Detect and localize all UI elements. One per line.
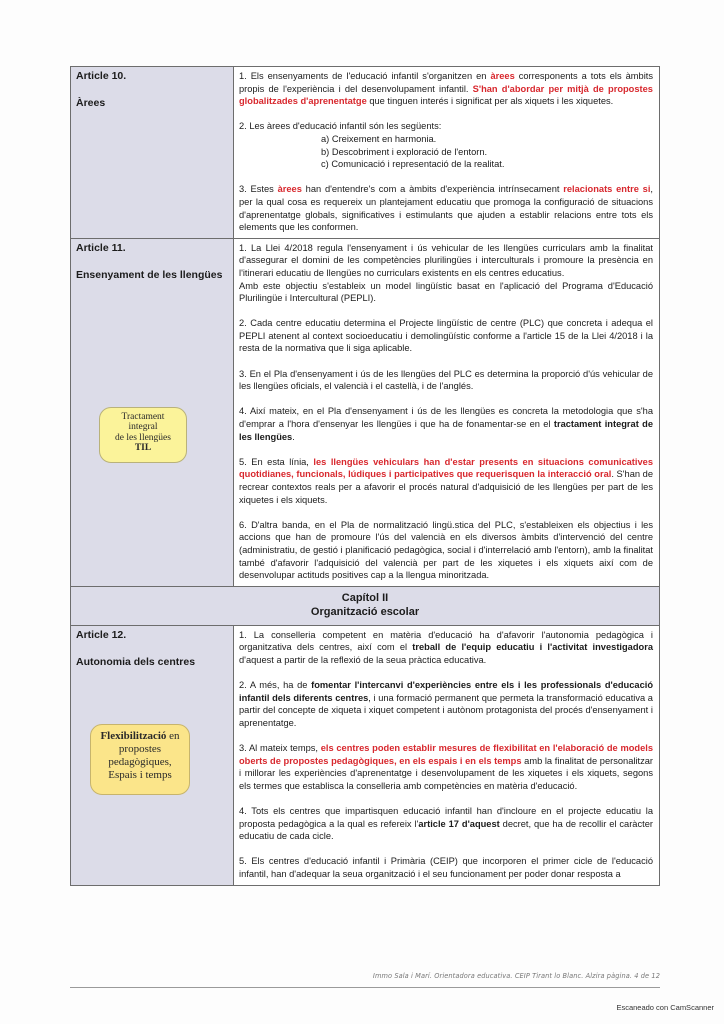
flexibility-callout [90, 724, 190, 795]
paragraph [239, 679, 653, 729]
article-number: Article 11. [76, 241, 126, 254]
callout-text: TIL [134, 443, 152, 454]
chapter-title: Organització escolar [310, 605, 420, 618]
paragraph [239, 742, 653, 792]
paragraph: 6. D'altra banda, en el Pla de normalització lingü.stica del PLC, s'estableixen els objectius i les accions que han de promoure l'ús del valencià en els diversos àmbits d'intervenció del centre (administratiu, de gestió i planificació pedagògica, social i d'interrelació amb l'entorn), amb la finalitat també d'afavorir l'adquisició del valencià per part de les xiquetes i els xiquets així com de desenvolupar actituds positives cap a la llengua minoritzada. [239, 519, 653, 581]
article-title: Ensenyament de les llengües [76, 268, 223, 281]
callout-text: de les llengües [115, 432, 171, 443]
callout-bold-text: Flexibilització [100, 729, 167, 742]
text: 4. Tots els centres que impartisquen educació infantil han d'incloure en el projecte educatiu la proposta pedagògica a la qual es refereix l' [239, 806, 653, 829]
bold-text: article 17 d'aquest [418, 818, 500, 829]
text: han d'entendre's com a àmbits d'experiència intrínsecament [301, 184, 564, 195]
bold-text: fomentar l'intercanvi d'experiències entre els i les professionals d'educació infantil dels diferents centres [239, 680, 654, 703]
text: 5. En esta línia, [239, 456, 314, 467]
chapter-heading [71, 586, 660, 625]
article-12-heading-cell [71, 625, 234, 885]
list-item: b) Descobriment i exploració de l'entorn. [321, 146, 488, 157]
scanner-watermark: Escaneado con CamScanner [616, 1003, 714, 1012]
article-11-row [71, 238, 660, 586]
paragraph: 5. Els centres d'educació infantil i Primària (CEIP) que incorporen el primer cicle de l'educació infantil, han d'adequar la seua organització i el seu funcionament per poder donar resposta a [239, 856, 653, 880]
paragraph [239, 183, 653, 233]
paragraph [239, 805, 653, 843]
text: 3. Estes [239, 184, 278, 195]
article-12-row [71, 625, 660, 885]
paragraph: 2. Les àrees d'educació infantil són les següents: [239, 121, 442, 132]
paragraph [239, 70, 653, 108]
callout-text: en [166, 729, 180, 742]
paragraph: Amb este objectiu s'estableix un model lingüístic basat en l'aplicació del Programa d'Educació Plurilingüe i Intercultural (PEPLI). [239, 280, 653, 304]
article-number: Article 10. [76, 70, 127, 82]
text: 2. A més, ha de [239, 680, 312, 691]
callout-text: Espais i temps [108, 768, 172, 781]
paragraph: 3. En el Pla d'ensenyament i ús de les llengües del PLC es determina la proporció d'ús vehicular de les llengües oficials, el valencià i el castellà, i de l'anglés. [239, 368, 653, 392]
list-item: a) Creixement en harmonia. [321, 133, 437, 144]
article-number: Article 12. [76, 628, 127, 641]
text: amb la finalitat de personalitzar i millorar les experiències d'aprenentatge i desenvolupament de les xiquetes i els xiquets, segons els termes que establisca la conselleria amb competències en matèria d'educació. [239, 755, 654, 791]
article-10-body [234, 67, 660, 239]
paragraph: 2. Cada centre educatiu determina el Projecte lingüístic de centre (PLC) que concreta i adequa el PEPLI atenent al context socioeducatiu i demolingüístic conforme a l'article 15 de la Llei 4/2018 i la resta de la normativa que li siga aplicable. [239, 318, 653, 354]
callout-text: integral [128, 422, 158, 433]
text: , per la qual cosa es requereix un plantejament educatiu que promoga la configuració de situacions d'aprenentatge globals, significatives i estimulants que ajuden a establir relacions entre tots els elements que les conformen. [239, 184, 653, 233]
paragraph [239, 405, 653, 443]
article-title: Autonomia dels centres [76, 655, 196, 668]
article-title: Àrees [76, 97, 106, 109]
articles-table [70, 66, 660, 886]
chapter-row [71, 586, 660, 625]
text: 1. Els ensenyaments de l'educació infantil s'organitzen en [239, 71, 491, 81]
list-item: c) Comunicació i representació de la realitat. [321, 159, 505, 170]
highlight-text: àrees [490, 71, 515, 81]
callout-text: propostes [118, 742, 162, 755]
areas-list [239, 133, 653, 171]
text: , i una formació permanent que permeta la transformació educativa a partir del concepte de xiqueta i xiquet competent i autònom protagonista del procés d'ensenyament i aprenentatge. [239, 692, 653, 728]
paragraph [239, 629, 653, 667]
highlight-text: relacionats entre si [563, 184, 651, 195]
text: corresponents a tots els àmbits propis de l'experiència i del desenvolupament infantil. [239, 71, 653, 94]
paragraph: 1. La Llei 4/2018 regula l'ensenyament i ús vehicular de les llengües curriculars amb la finalitat d'assegurar el domini de les competències plurilingües i interculturals i promoure la presència en l'itinerari educatiu de llengües no curriculars existents en els centres educatius. [239, 242, 653, 278]
text: . [292, 431, 295, 442]
bold-text: tractament integrat de les llengües [239, 419, 654, 442]
highlight-text: àrees [277, 184, 302, 195]
page-footer: Immo Sala i Marí. Orientadora educativa. CEIP Tirant lo Blanc. Alzira pàgina. 4 de 12 [372, 972, 660, 980]
text: decret, que ha de recollir el caràcter educatiu de cada cicle. [239, 818, 653, 842]
bold-text: treball de l'equip educatiu i l'activitat investigadora [412, 642, 653, 653]
article-11-body [234, 238, 660, 586]
paragraph [239, 456, 653, 506]
text: 1. La conselleria competent en matèria d'educació ha d'afavorir l'autonomia pedagògica i organitzativa dels centres, així com el [239, 629, 653, 653]
text: 3. Al mateix temps, [239, 743, 321, 754]
article-11-heading-cell [71, 238, 234, 586]
article-12-body [234, 625, 660, 885]
text: que tinguen interés i significat per als xiquets i les xiquetes. [366, 96, 614, 107]
highlight-text: S'han d'abordar per mitjà de propostes globalitzades d'aprenentatge [239, 83, 653, 107]
article-10-heading-cell [71, 67, 234, 239]
text: 4. Així mateix, en el Pla d'ensenyament i ús de les llengües es concreta la metodologia que s'ha d'emprar a l'hora d'ensenyar les llengües i que ha de fonamentar-se en el [239, 406, 653, 430]
callout-text: pedagògiques, [108, 755, 172, 768]
callout-text: Tractament [121, 411, 165, 422]
chapter-number: Capítol II [341, 591, 389, 604]
callout-text [91, 730, 189, 743]
text: d'aquest a partir de la reflexió de la seua pràctica educativa. [239, 654, 487, 665]
highlight-text: els centres poden establir mesures de flexibilitat en l'elaboració de models oberts de propostes pedagògiques, en els espais i en els temps [239, 743, 653, 766]
text: . S'han de recrear contextos reals per a afavorir el procés natural d'adquisició de les llengües per part de les xiquetes i els xiquets. [239, 469, 654, 505]
til-callout [99, 407, 187, 463]
footer-divider [70, 987, 660, 988]
highlight-text: les llengües vehiculars han d'estar presents en situacions comunicatives quotidianes, funcionals, lúdiques i participatives que requerisquen la interacció oral [239, 456, 653, 480]
article-10-row [71, 67, 660, 239]
